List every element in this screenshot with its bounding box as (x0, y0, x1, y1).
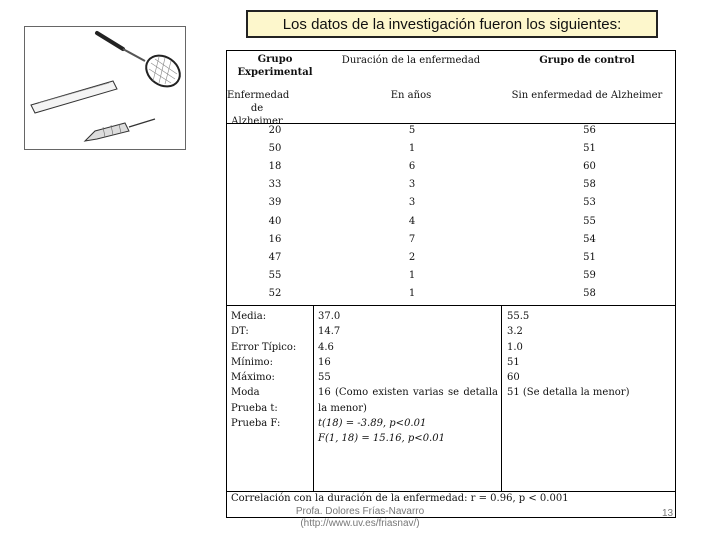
data-table (226, 50, 676, 518)
sports-equipment-illustration (24, 26, 186, 150)
subheader-duration: En años (390, 90, 432, 101)
header-duration: Duración de la enfermedad (341, 55, 481, 66)
stat-label: DT: (231, 326, 249, 338)
exp-media: 37.0 (318, 311, 341, 322)
racket-and-shuttlecock-icon (25, 27, 185, 149)
stat-label: Prueba t: (231, 402, 278, 414)
slide-title-text: Los datos de la investigación fueron los siguientes: (282, 15, 622, 33)
stat-label: Error Típico: (231, 341, 297, 353)
exp-moda: 16 (Como existen varias se detalla la menor) (318, 387, 498, 414)
stat-label: Moda (231, 387, 260, 399)
table-cell-ctl: 55 (583, 215, 596, 227)
table-cell-exp: 33 (268, 179, 282, 191)
table-cell-dur: 4 (408, 215, 416, 227)
table-cell-ctl: 60 (583, 161, 596, 173)
exp-t-test: t(18) = -3.89, p<0.01 (318, 418, 427, 430)
table-cell-dur: 1 (408, 269, 416, 281)
table-cell-exp: 47 (268, 251, 282, 263)
table-cell-ctl: 58 (583, 179, 596, 191)
exp-error: 4.6 (318, 341, 334, 353)
header-control: Grupo de control (539, 55, 635, 66)
exp-max: 55 (318, 372, 331, 384)
table-cell-dur: 3 (408, 197, 416, 209)
header-experimental: Grupo Experimental (237, 54, 313, 78)
table-cell-dur: 1 (408, 143, 416, 155)
table-cell-exp: 20 (268, 125, 282, 136)
footer-author: Profa. Dolores Frías-Navarro (295, 506, 425, 517)
table-cell-ctl: 51 (583, 251, 596, 263)
exp-f-test: F(1, 18) = 15.16, p<0.01 (318, 433, 445, 445)
exp-dt: 14.7 (318, 326, 341, 338)
table-cell-exp: 50 (268, 143, 282, 155)
table-cell-exp: 16 (268, 233, 282, 245)
table-cell-ctl: 56 (583, 125, 596, 136)
correlation-note: Correlación con la duración de la enfermedad: r = 0.96, p < 0.001 (231, 493, 569, 504)
table-cell-ctl: 54 (583, 233, 596, 245)
subheader-control: Sin enfermedad de Alzheimer (511, 90, 663, 101)
stat-label: Media: (231, 311, 267, 322)
page-number: 13 (662, 508, 674, 519)
table-cell-exp: 39 (268, 197, 282, 209)
stat-label: Máximo: (231, 372, 275, 384)
stats-labels (231, 309, 296, 431)
table-cell-ctl: 51 (583, 143, 596, 155)
table-cell-ctl: 53 (583, 197, 596, 209)
ctl-min: 51 (507, 356, 520, 368)
stat-label: Mínimo: (231, 356, 273, 368)
stats-experimental (318, 309, 498, 447)
table-cell-exp: 52 (268, 287, 282, 299)
table-cell-exp: 40 (268, 215, 282, 227)
slide-title (246, 10, 658, 38)
table-cell-exp: 55 (268, 269, 282, 281)
column-divider (313, 305, 314, 491)
ctl-media: 55.5 (507, 311, 530, 322)
table-cell-exp: 18 (268, 161, 282, 173)
table-cell-dur: 2 (408, 251, 416, 263)
table-cell-dur: 6 (408, 161, 416, 173)
table-cell-ctl: 58 (583, 287, 596, 299)
table-cell-ctl: 59 (583, 269, 596, 281)
column-divider (501, 305, 502, 491)
table-divider (227, 491, 675, 492)
ctl-moda: 51 (Se detalla la menor) (507, 387, 630, 399)
ctl-error: 1.0 (507, 341, 523, 353)
table-cell-dur: 5 (408, 125, 416, 136)
table-cell-dur: 7 (408, 233, 416, 245)
subheader-experimental: Enfermedad de Alzheimer (227, 90, 290, 127)
exp-min: 16 (318, 356, 331, 368)
ctl-dt: 3.2 (507, 326, 523, 338)
footer-url: (http://www.uv.es/friasnav/) (300, 518, 420, 529)
table-cell-dur: 1 (408, 287, 416, 299)
table-divider (227, 123, 675, 124)
table-cell-dur: 3 (408, 179, 416, 191)
table-divider (227, 305, 675, 306)
ctl-max: 60 (507, 372, 520, 384)
stats-control (507, 309, 629, 401)
stat-label: Prueba F: (231, 418, 281, 430)
